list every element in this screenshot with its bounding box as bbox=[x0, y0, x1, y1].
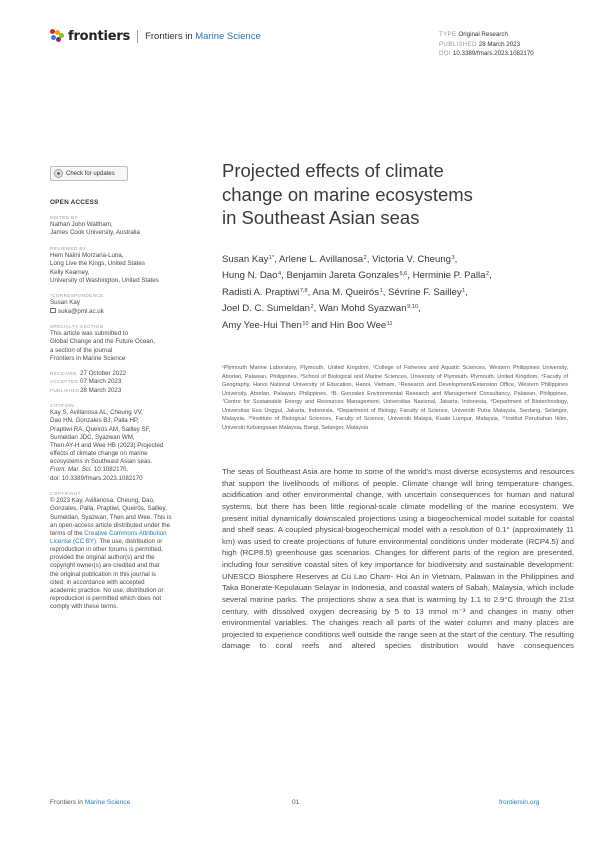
editor-line: Nathan John Waltham, bbox=[50, 221, 113, 229]
header-divider bbox=[137, 30, 138, 43]
author-name[interactable]: Joel D. C. Sumeldan bbox=[222, 303, 310, 315]
correspondence-name: Susan Kay bbox=[50, 299, 80, 307]
citation-label: CITATION bbox=[50, 403, 74, 409]
copyright-line: provided the original author(s) and the bbox=[50, 554, 155, 562]
author-affiliation-marker: 1* bbox=[268, 255, 275, 261]
copyright-line: copyright owner(s) are credited and that bbox=[50, 562, 160, 570]
correspondence-email-row[interactable] bbox=[50, 308, 186, 316]
citation-line: Dao HN, Gonzales BJ, Palla HP, bbox=[50, 417, 139, 425]
email-icon bbox=[50, 308, 56, 313]
journal-name[interactable]: Frontiers in Marine Science bbox=[145, 30, 261, 42]
author-name[interactable]: Ana M. Queirós bbox=[312, 286, 380, 298]
article-sidebar bbox=[50, 199, 186, 611]
author-line: Joel D. C. Sumeldan$^2$, Wan Mohd Syazwan$^{9,10}$, bbox=[222, 303, 421, 315]
check-updates-label: Check for updates bbox=[66, 170, 115, 177]
citation-line: Then AY-H and Wee HB (2023) Projected bbox=[50, 441, 164, 449]
footer-journal: Frontiers in Marine Science bbox=[50, 799, 131, 806]
author-name[interactable]: Radisti A. Praptiwi bbox=[222, 286, 300, 298]
copyright-line: academic practice. No use, distribution or bbox=[50, 586, 164, 594]
copyright-line: License (CC BY). The use, distribution or bbox=[50, 537, 163, 545]
copyright-line: an open-access article distributed under the bbox=[50, 521, 171, 529]
author-line: Hung N. Dao$^4$, Benjamin Jareta Gonzales$^{5,6}$, Herminie P. Palla$^2$, bbox=[222, 270, 492, 282]
reviewer-line: Hem Nalini Morzaria-Luna, bbox=[50, 252, 124, 260]
correspondence-label: *CORRESPONDENCE bbox=[50, 293, 104, 299]
sidebar-published-label: PUBLISHED bbox=[50, 387, 80, 393]
copyright-line: the original publication in this journal is bbox=[50, 570, 156, 578]
copyright-line: cited, in accordance with accepted bbox=[50, 578, 145, 586]
dates-block bbox=[50, 370, 186, 394]
check-for-updates-button[interactable] bbox=[50, 166, 128, 181]
author-list bbox=[222, 252, 567, 334]
correspondence-email[interactable]: suka@pml.ac.uk bbox=[58, 307, 104, 315]
edited-by-label: EDITED BY bbox=[50, 215, 78, 221]
affiliations: ¹Plymouth Marine Laboratory, Plymouth, United Kingdom, ²College of Fisheries and Aquatic Sciences, Western Philippines University, Aborlan, Palawan, Philippines, ³School of Biological and Marine Sciences, University of Plymouth, Plymouth, United Kingdom, ⁴Faculty of Geography, Hanoi National University of Education, Hanoi, Vietnam, ⁵Research and Development/Extension Office, Western Philippines University, Aborlan, Palawan, Philippines, ⁶B. Gonzales Environmental Research and Management Consultancy, Palawan, Philippines, ⁷Centre for Sustainable Energy and Resources Management, Universitas Nasional, Jakarta, Indonesia, ⁸Department of Biotechnology, Universitas Esa Unggul, Jakarta, Indonesia, ⁹Department of Biology, Faculty of Science, Universiti Putra Malaysia, Serdang, Selangor, Malaysia, ¹⁰Institute of Biological Sciences, Faculty of Science, Universiti Malaya, Kuala Lumpur, Malaysia, ¹¹Institut Perubahan Iklim, Universiti Kebangsaan Malaysia, Bangi, Selangor, Malaysia bbox=[222, 365, 568, 431]
author-affiliation-marker: 2 bbox=[310, 304, 314, 311]
doi-label: DOI bbox=[439, 50, 451, 57]
editor-line: James Cook University, Australia bbox=[50, 229, 140, 237]
received-date: 27 October 2022 bbox=[80, 370, 127, 378]
copyright-line: Gonzales, Palla, Praptiwi, Queirós, Sailley, bbox=[50, 505, 167, 513]
author-name[interactable]: Herminie P. Palla bbox=[412, 270, 486, 282]
author-name[interactable]: Hung N. Dao bbox=[222, 270, 278, 282]
author-affiliation-marker: 9,10 bbox=[407, 304, 418, 311]
citation-line: Sumeldan JDC, Syazwan WM, bbox=[50, 433, 135, 441]
specialty-line: Global Change and the Future Ocean, bbox=[50, 338, 155, 346]
citation-line: effects of climate change on marine bbox=[50, 450, 148, 458]
published-label: PUBLISHED bbox=[439, 40, 477, 48]
reviewer-line: Kelly Kearney, bbox=[50, 268, 90, 276]
copyright-line: reproduction is permitted which does not bbox=[50, 595, 162, 603]
abstract bbox=[222, 466, 574, 652]
author-affiliation-marker: 11 bbox=[386, 320, 393, 327]
citation-block bbox=[50, 402, 186, 482]
reviewer-line: University of Washington, United States bbox=[50, 276, 159, 284]
type-value: Original Research bbox=[458, 31, 508, 38]
author-line: Amy Yee-Hui Then$^{10}$ and Hin Boo Wee$^{11}$ bbox=[222, 319, 393, 331]
citation-volume: 10:1082170. bbox=[92, 466, 129, 474]
doi-value[interactable]: 10.3389/fmars.2023.1082170 bbox=[452, 50, 534, 57]
received-label: RECEIVED bbox=[50, 371, 77, 377]
open-access-label: OPEN ACCESS bbox=[50, 199, 99, 206]
author-affiliation-marker: 7,8 bbox=[299, 287, 308, 294]
abstract-text: The seas of Southeast Asia are home to some of the world’s most diverse ecosystems and resources that support the livelihoods of millions of people. Climate change will bring temperature changes, acidification and other environmental change, with uncertain consequences for human and natural systems, but there has been little regional-scale climate modelling of the marine ecosystem. We present initial dynamically downscaled projections using a biogeochemical model suitable for coastal and shelf seas. A coupled physical-biogeochemical model with a resolution of 0.1° (approximately 11 km) was used to create projections of future environmental conditions under moderate (RCP4.5) and high (RCP8.5) greenhouse gas scenarios. Changes for different parts of the region are presented, including four sensitive coastal sites of key importance for biodiversity and sustainable development: UNESCO Biosphere Reserves at Cu Lao Cham- Hoi An in Vietnam, Palawan in the Philippines and Taka Bonerate-Kepulauan Selayar in Indonesia, and coastal waters of Sabah, Malaysia, which include several marine parks. The projections show a sea that is warming by 1.1 to 2.9°C through the 21st century, with dissolved oxygen decreasing by 5 to 13 mmol m⁻³ and changes in many other environmental variables. The changes reach all parts of the water column and many places are projected to experience conditions well outside the range seen at the start of the century. The resulting damage to coral reefs and altered species distribution would have consequences bbox=[222, 467, 574, 651]
published-value: 28 March 2023 bbox=[478, 40, 521, 48]
specialty-block bbox=[50, 323, 186, 363]
citation-line: Praptiwi RA, Queirós AM, Sailley SF, bbox=[50, 425, 151, 433]
author-name[interactable]: Arlene L. Avillanosa bbox=[279, 254, 364, 265]
specialty-line: This article was submitted to bbox=[50, 330, 129, 338]
copyright-line: reproduction in other forums is permitted, bbox=[50, 546, 163, 554]
frontiers-logo-icon bbox=[50, 29, 64, 43]
author-affiliation-marker: 5,6 bbox=[399, 271, 408, 278]
accepted-label: ACCEPTED bbox=[50, 379, 79, 385]
author-affiliation-marker: 1 bbox=[379, 287, 383, 294]
page-number: 01 bbox=[292, 799, 300, 806]
check-updates-icon bbox=[54, 169, 63, 178]
copyright-line: © 2023 Kay, Avillanosa, Cheung, Dao, bbox=[50, 497, 155, 505]
cc-license-link[interactable]: Creative Commons Attribution bbox=[84, 529, 167, 537]
author-line: Susan Kay$^{1*}$, Arlene L. Avillanosa$^2$, Victoria V. Cheung$^3$, bbox=[222, 254, 458, 265]
article-title bbox=[222, 159, 562, 230]
citation-journal-line bbox=[50, 466, 186, 474]
copyright-line: comply with these terms. bbox=[50, 603, 119, 611]
title-line: in Southeast Asian seas bbox=[222, 207, 420, 228]
edited-by-block bbox=[50, 214, 186, 237]
author-affiliation-marker: 1 bbox=[462, 287, 466, 294]
citation-doi[interactable]: doi: 10.3389/fmars.2023.1082170 bbox=[50, 474, 143, 482]
author-affiliation-marker: 4 bbox=[277, 271, 282, 278]
title-line: Projected effects of climate bbox=[222, 160, 444, 181]
author-name[interactable]: Sévrine F. Sailley bbox=[388, 286, 462, 298]
reviewed-by-label: REVIEWED BY bbox=[50, 246, 87, 252]
footer-site-link[interactable]: frontiersin.org bbox=[499, 799, 540, 806]
type-label: TYPE bbox=[439, 31, 457, 38]
journal-header bbox=[50, 28, 261, 44]
author-name[interactable]: Victoria V. Cheung bbox=[372, 254, 452, 265]
author-affiliation-marker: 2 bbox=[363, 255, 367, 261]
author-line: Radisti A. Praptiwi$^{7,8}$, Ana M. Queirós$^1$, Sévrine F. Sailley$^1$, bbox=[222, 286, 468, 298]
copyright-block bbox=[50, 490, 186, 611]
author-name[interactable]: Benjamin Jareta Gonzales bbox=[286, 270, 399, 282]
title-line: change on marine ecosystems bbox=[222, 183, 473, 205]
correspondence-block bbox=[50, 292, 186, 315]
copyright-label: COPYRIGHT bbox=[50, 491, 81, 497]
copyright-line: Sumeldan, Syazwan, Then and Wee. This is bbox=[50, 513, 172, 521]
reviewed-by-block bbox=[50, 245, 186, 285]
author-affiliation-marker: 2 bbox=[485, 271, 490, 278]
author-name[interactable]: Hin Boo Wee bbox=[329, 319, 387, 331]
citation-journal: Front. Mar. Sci. bbox=[50, 466, 93, 474]
author-name[interactable]: Wan Mohd Syazwan bbox=[318, 303, 407, 315]
citation-line: Kay S, Avillanosa AL, Cheung VV, bbox=[50, 409, 143, 417]
citation-line: ecosystems in Southeast Asian seas. bbox=[50, 458, 153, 466]
cc-license-link-cont[interactable]: License (CC BY). bbox=[50, 537, 98, 545]
sidebar-published-date: 28 March 2023 bbox=[80, 386, 122, 394]
specialty-line: a section of the journal bbox=[50, 346, 113, 354]
author-affiliation-marker: 3 bbox=[451, 255, 455, 261]
specialty-line: Frontiers in Marine Science bbox=[50, 354, 126, 362]
copyright-line: terms of the Creative Commons Attribution bbox=[50, 529, 167, 537]
specialty-label: SPECIALTY SECTION bbox=[50, 324, 104, 330]
author-affiliation-marker: 10 bbox=[302, 320, 309, 327]
author-name[interactable]: Susan Kay bbox=[222, 254, 269, 265]
author-name[interactable]: Amy Yee-Hui Then bbox=[222, 319, 302, 331]
frontiers-logo-text[interactable]: frontiers bbox=[68, 28, 131, 44]
accepted-date: 07 March 2023 bbox=[80, 378, 122, 386]
reviewer-line: Long Live the Kings, United States bbox=[50, 260, 145, 268]
article-meta bbox=[439, 30, 534, 59]
